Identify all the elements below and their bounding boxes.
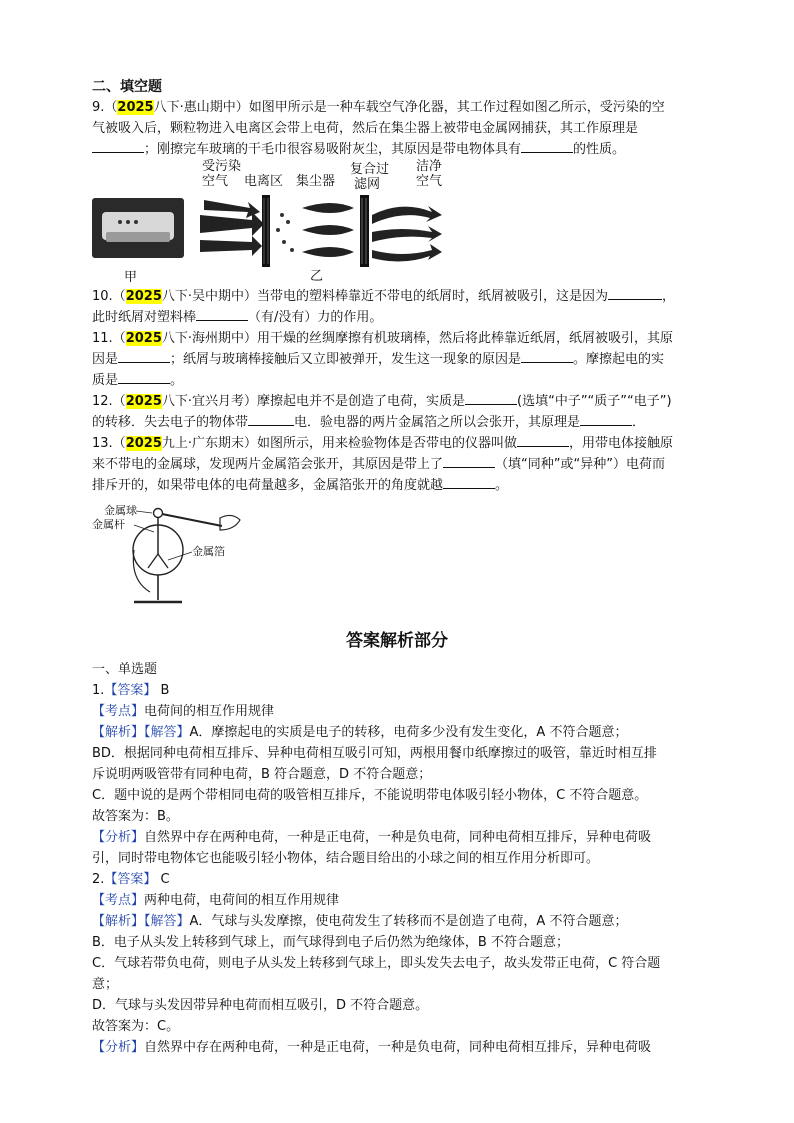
question-9-line-3: ；刚擦完车玻璃的干毛巾很容易吸附灰尘，其原因是带电物体具有 的性质。 (92, 140, 625, 160)
metal-foil-left (148, 554, 158, 568)
question-11-line-3: 质是 。 (92, 373, 184, 388)
label-filter-1: 复合过 (350, 162, 390, 177)
dust-collector (302, 203, 354, 257)
question-13-line-2: 来不带电的金属球，发现两片金属箔会张开，其原因是带上了 （填“同种”或“异种”）电荷而 (92, 457, 665, 472)
answer-1-fenxi-1: 【分析】自然界中存在两种电荷，一种是正电荷，一种是负电荷，同种电荷相互排斥，异种电荷吸 (92, 830, 652, 845)
polluted-air-arrows (200, 200, 264, 256)
question-13-line-3: 排斥开的，如果带电体的电荷量越多，金属箔张开的角度就越 。 (92, 478, 509, 493)
label-ionization: 电离区 (244, 174, 284, 189)
answer-blank[interactable] (443, 455, 495, 468)
label-filter-2: 滤网 (354, 177, 381, 192)
metal-foil-right (158, 554, 168, 568)
answer-2-fenxi-1: 【分析】自然界中存在两种电荷，一种是正电荷，一种是负电荷，同种电荷相互排斥，异种电荷吸 (92, 1040, 652, 1055)
figure-air-purifier (92, 160, 452, 285)
label-metal-foil: 金属箔 (192, 545, 225, 558)
metal-ball (154, 509, 163, 518)
label-clean-2: 空气 (416, 174, 443, 189)
label-metal-rod: 金属杆 (92, 518, 125, 531)
answer-2-analysis-3: C．气球若带负电荷，则电子从头发上转移到气球上，即头发失去电子，故头发带正电荷，C 符合题 (92, 956, 661, 971)
answer-2-analysis-2: B．电子从头发上转移到气球上，而气球得到电子后仍然为绝缘体，B 不符合题意； (92, 935, 569, 950)
answer-blank[interactable] (118, 350, 170, 363)
answer-section-title: 答案解析部分 (346, 631, 448, 651)
answer-blank[interactable] (517, 434, 569, 447)
answer-2-analysis-5: D．气球与头发因带异种电荷而相互吸引，D 不符合题意。 (92, 998, 429, 1013)
answer-blank[interactable] (248, 413, 294, 426)
answer-blank[interactable] (443, 476, 495, 489)
answer-blank[interactable] (465, 392, 517, 405)
year-highlight: 2025 (125, 331, 162, 346)
clean-air-flow (372, 206, 442, 262)
answer-2-topic: 【考点】两种电荷，电荷间的相互作用规律 (92, 893, 340, 908)
answer-1-conclusion: 故答案为：B。 (92, 809, 179, 824)
answer-1-header: 1.【答案】 B (92, 683, 170, 698)
label-polluted-2: 空气 (202, 174, 229, 189)
answer-2-conclusion: 故答案为：C。 (92, 1019, 180, 1034)
answer-blank[interactable] (196, 308, 248, 321)
charged-rod (162, 514, 222, 526)
answer-blank[interactable] (608, 287, 662, 300)
question-10-line-1: 10.（2025八下·吴中期中）当带电的塑料棒靠近不带电的纸屑时，纸屑被吸引，这是因为 ， (92, 289, 676, 304)
year-highlight: 2025 (125, 289, 162, 304)
answer-blank[interactable] (92, 140, 144, 153)
answer-1-analysis-4: C．题中说的是两个带相同电荷的吸管相互排斥，不能说明带电体吸引轻小物体，C 不符合题意。 (92, 788, 648, 803)
answer-tag: 【答案】 (104, 872, 157, 887)
answer-blank[interactable] (580, 413, 632, 426)
section-heading-fill: 二、填空题 (92, 79, 162, 95)
answer-1-analysis-3: 斥说明两吸管带有同种电荷，B 符合题意，D 不符合题意； (92, 767, 432, 782)
label-polluted-1: 受污染 (202, 159, 242, 174)
question-11-line-2: 因是 ；纸屑与玻璃棒接触后又立即被弹开，发生这一现象的原因是 。摩擦起电的实 (92, 352, 665, 367)
answer-2-header: 2.【答案】 C (92, 872, 170, 887)
figure-electroscope (92, 502, 252, 610)
label-metal-ball: 金属球 (104, 504, 137, 517)
question-13-line-1: 13.（2025九上·广东期末）如图所示，用来检验物体是否带电的仪器叫做 ，用带电体接触原 (92, 436, 674, 451)
question-9-line-2: 气被吸入后，颗粒物进入电离区会带上电荷，然后在集尘器上被带电金属网捕获，其工作原理是 (92, 121, 639, 136)
year-highlight: 2025 (125, 436, 162, 451)
question-11-line-1: 11.（2025八下·海州期中）用干燥的丝绸摩擦有机玻璃棒，然后将此棒靠近纸屑，纸屑被吸引，其原 (92, 331, 674, 346)
charged-particles (276, 213, 294, 252)
hand-icon (220, 515, 240, 530)
question-9-line-1: 9.（2025八下·惠山期中）如图甲所示是一种车载空气净化器，其工作过程如图乙所示，受污染的空 (92, 100, 665, 115)
answer-1-topic: 【考点】电荷间的相互作用规律 (92, 704, 275, 719)
answer-tag: 【答案】 (104, 683, 157, 698)
answer-1-fenxi-2: 引，同时带电物体它也能吸引轻小物体，结合题目给出的小球之间的相互作用分析即可。 (92, 851, 600, 866)
year-highlight: 2025 (117, 100, 154, 115)
answer-1-analysis-1: 【解析】【解答】A．摩擦起电的实质是电子的转移，电荷多少没有发生变化，A 不符合题意； (92, 725, 628, 740)
answer-blank[interactable] (521, 140, 573, 153)
answer-2-analysis-4: 意； (92, 977, 119, 992)
question-12-line-2: 的转移．失去电子的物体带 电．验电器的两片金属箔之所以会张开，其原理是 ． (92, 415, 646, 430)
figure-label-jia: 甲 (124, 270, 138, 285)
answer-blank[interactable] (118, 371, 170, 384)
answer-2-analysis-1: 【解析】【解答】A．气球与头发摩擦，使电荷发生了转移而不是创造了电荷，A 不符合题意； (92, 914, 628, 929)
ionization-zone (262, 195, 270, 267)
label-clean-1: 洁净 (416, 159, 443, 174)
question-12-line-1: 12.（2025八下·宜兴月考）摩擦起电并不是创造了电荷，实质是 (选填“中子”“质子”“电子”) (92, 394, 672, 409)
answer-1-analysis-2: BD．根据同种电荷相互排斥、异种电荷相互吸引可知，两根用餐巾纸摩擦过的吸管，靠近时相互排 (92, 746, 657, 761)
year-highlight: 2025 (125, 394, 162, 409)
composite-filter (360, 195, 369, 267)
label-collector: 集尘器 (296, 174, 336, 189)
answer-blank[interactable] (521, 350, 573, 363)
question-10-line-2: 此时纸屑对塑料棒 （有/没有）力的作用。 (92, 310, 383, 325)
figure-label-yi: 乙 (310, 269, 324, 284)
section-heading-single: 一、单选题 (92, 662, 158, 677)
